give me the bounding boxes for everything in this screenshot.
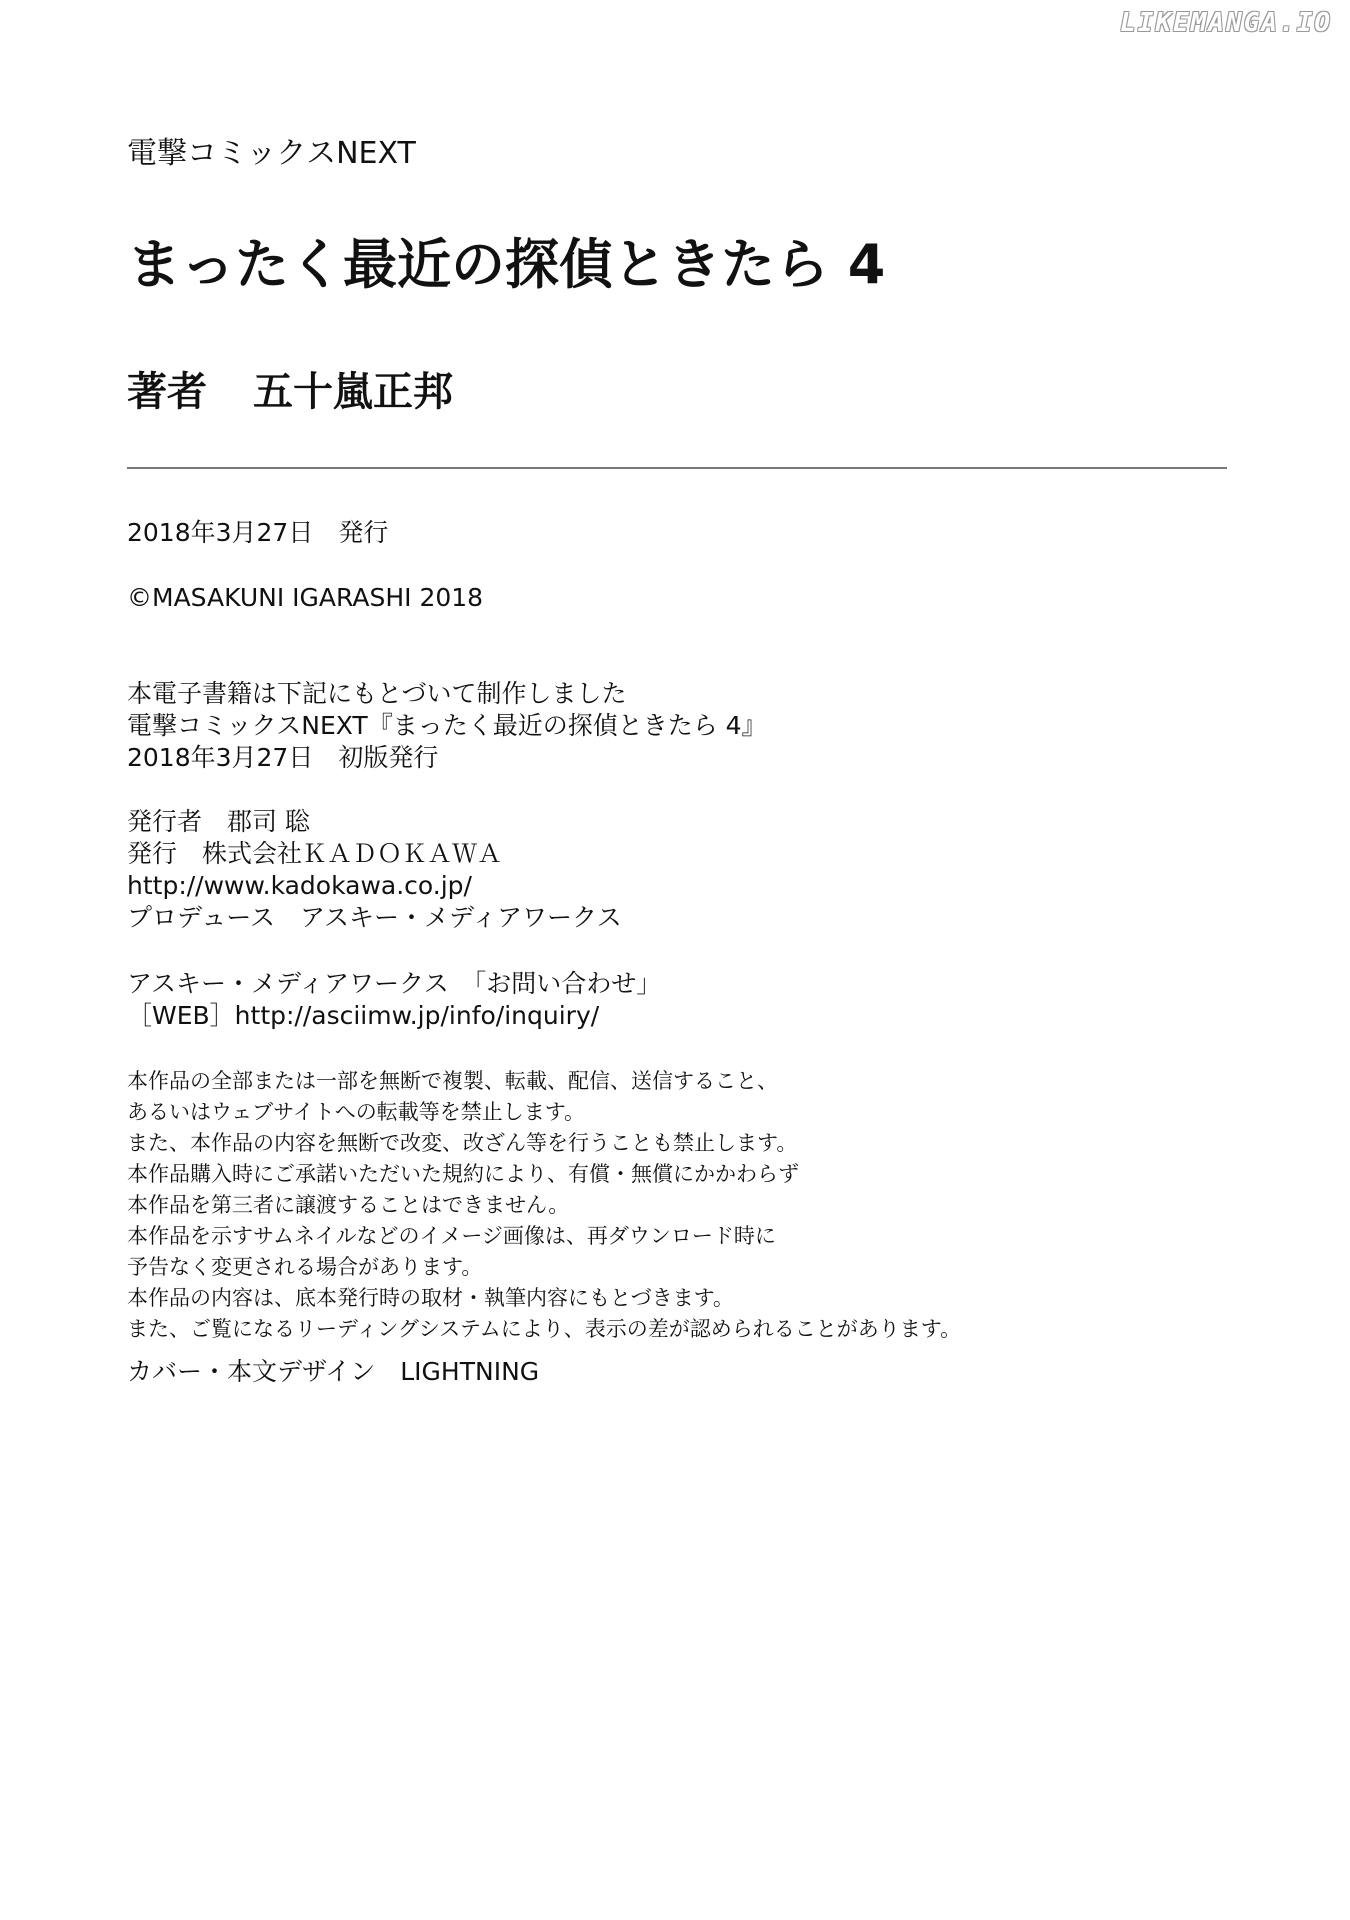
copyright: ©MASAKUNI IGARASHI 2018 bbox=[127, 583, 484, 612]
book-title: まったく最近の探偵ときたら 4 bbox=[127, 233, 886, 296]
publisher-line: プロデュース アスキー・メディアワークス bbox=[127, 903, 622, 932]
notice-line: 予告なく変更される場合があります。 bbox=[127, 1255, 483, 1279]
ebook-source-line: 電撃コミックスNEXT『まったく最近の探偵ときたら 4』 bbox=[127, 711, 767, 740]
ebook-source-line: 本電子書籍は下記にもとづいて制作しました bbox=[127, 679, 627, 708]
publisher-info-block bbox=[127, 806, 622, 934]
author-name: 五十嵐正邦 bbox=[253, 369, 453, 415]
author-line bbox=[127, 360, 453, 417]
notices-block bbox=[127, 1066, 961, 1345]
divider bbox=[127, 467, 1227, 469]
notice-line: 本作品を第三者に譲渡することはできません。 bbox=[127, 1193, 570, 1217]
publish-date: 2018年3月27日 発行 bbox=[127, 518, 389, 547]
notice-line: 本作品購入時にご承諾いただいた規約により、有償・無償にかかわらず bbox=[127, 1162, 799, 1186]
notice-line: 本作品の内容は、底本発行時の取材・執筆内容にもとづきます。 bbox=[127, 1286, 734, 1310]
inquiry-url: ［WEB］http://asciimw.jp/info/inquiry/ bbox=[127, 1001, 600, 1030]
notice-line: あるいはウェブサイトへの転載等を禁止します。 bbox=[127, 1100, 586, 1124]
notice-line: また、ご覧になるリーディングシステムにより、表示の差が認められることがあります。 bbox=[127, 1317, 962, 1341]
inquiry-line: アスキー・メディアワークス 「お問い合わせ」 bbox=[127, 969, 662, 998]
site-watermark: LIKEMANGA.IO bbox=[1120, 8, 1332, 38]
notice-line: また、本作品の内容を無断で改変、改ざん等を行うことも禁止します。 bbox=[127, 1131, 798, 1155]
author-label: 著者 bbox=[127, 369, 207, 415]
inquiry-block bbox=[127, 968, 661, 1032]
design-credit: カバー・本文デザイン LIGHTNING bbox=[127, 1357, 540, 1386]
ebook-source-block bbox=[127, 678, 767, 774]
notice-line: 本作品の全部または一部を無断で複製、転載、配信、送信すること、 bbox=[127, 1069, 778, 1093]
publisher-line: 発行者 郡司 聡 bbox=[127, 807, 310, 836]
publisher-url: http://www.kadokawa.co.jp/ bbox=[127, 871, 472, 900]
series-label: 電撃コミックスNEXT bbox=[127, 136, 416, 171]
publisher-line: 発行 株式会社ＫＡＤＯＫＡＷＡ bbox=[127, 839, 503, 868]
ebook-source-line: 2018年3月27日 初版発行 bbox=[127, 743, 439, 772]
notice-line: 本作品を示すサムネイルなどのイメージ画像は、再ダウンロード時に bbox=[127, 1224, 776, 1248]
